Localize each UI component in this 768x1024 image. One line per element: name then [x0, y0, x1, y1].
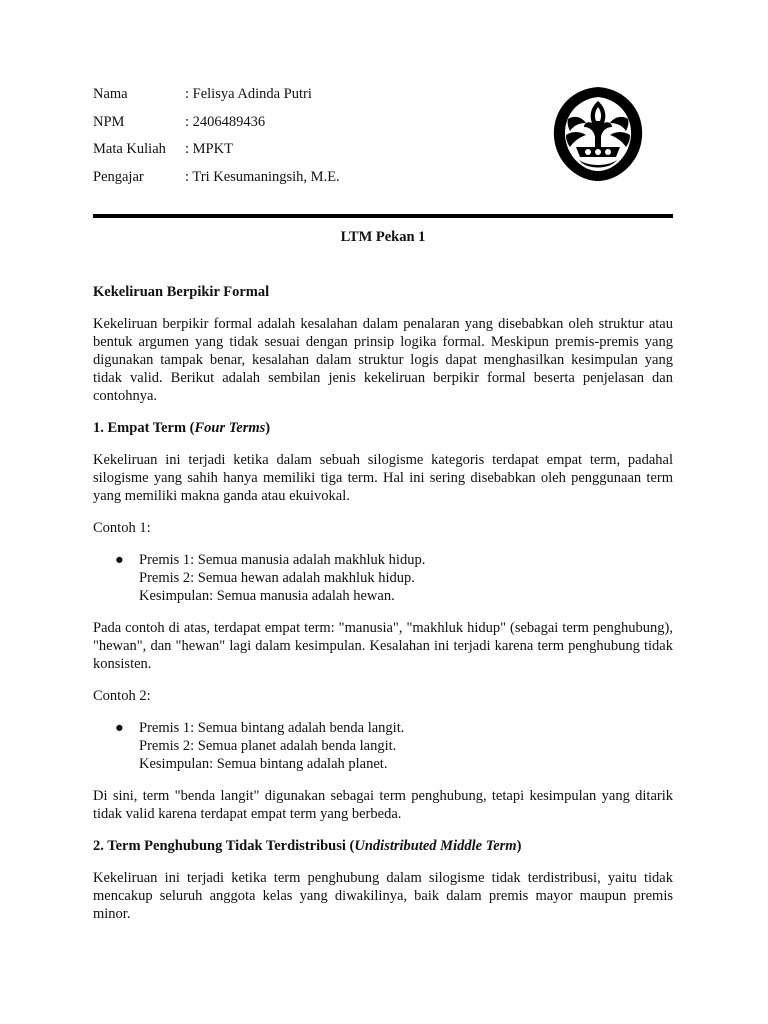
- premise-line: Premis 2: Semua planet adalah benda langit.: [139, 738, 397, 754]
- bullet-icon: ●: [115, 552, 124, 568]
- info-value: : Tri Kesumaningsih, M.E.: [185, 168, 340, 185]
- heading-text: 1. Empat Term (: [93, 420, 195, 436]
- part2-paragraph: Kekeliruan ini terjadi ketika term penghubung dalam silogisme tidak terdistribusi, yaitu tidak mencakup seluruh anggota kelas yang diwakilinya, baik dalam premis mayor maupun premis minor.: [93, 870, 673, 922]
- premise-line: Premis 1: Semua bintang adalah benda langit.: [139, 720, 405, 736]
- premise-line: Premis 2: Semua hewan adalah makhluk hidup.: [139, 570, 415, 586]
- example1-bullet: [93, 551, 673, 605]
- part1-paragraph: Kekeliruan ini terjadi ketika dalam sebuah silogisme kategoris terdapat empat term, padahal silogisme yang sahih hanya memiliki tiga term. Hal ini sering disebabkan oleh penggunaan term yang memiliki makna ganda atau ekuivokal.: [93, 452, 673, 504]
- intro-paragraph: Kekeliruan berpikir formal adalah kesalahan dalam penalaran yang disebabkan oleh struktur atau bentuk argumen yang tidak sesuai dengan prinsip logika formal. Meskipun premis-premis yang digunakan tampak benar, kesalahan dalam struktur logis dapat menghasilkan kesimpulan yang tidak valid. Berikut adalah sembilan jenis kekeliruan berpikir formal beserta penjelasan dan contohnya.: [93, 316, 673, 404]
- info-label: Mata Kuliah: [93, 141, 166, 157]
- heading-text: 2. Term Penghubung Tidak Terdistribusi (: [93, 838, 355, 854]
- info-value: : MPKT: [185, 141, 233, 157]
- example2-note: Di sini, term "benda langit" digunakan sebagai term penghubung, tetapi kesimpulan yang ditarik tidak valid karena terdapat empat term yang berbeda.: [93, 788, 673, 822]
- info-label: Pengajar: [93, 168, 144, 185]
- example2-bullet: [93, 719, 673, 773]
- part1-heading: [93, 419, 673, 437]
- heading-text: ): [265, 420, 271, 436]
- example1-label: Contoh 1:: [93, 520, 151, 536]
- info-row-npm: [93, 114, 340, 142]
- section-heading: Kekeliruan Berpikir Formal: [93, 284, 270, 300]
- info-label: Nama: [93, 86, 128, 102]
- university-makara-logo: [548, 85, 648, 185]
- document-title: LTM Pekan 1: [340, 229, 426, 245]
- heading-text: ): [516, 838, 522, 854]
- premise-line: Premis 1: Semua manusia adalah makhluk hidup.: [139, 552, 426, 568]
- info-value: : Felisya Adinda Putri: [185, 86, 312, 102]
- part2-heading: [93, 837, 673, 855]
- student-info: [93, 86, 340, 196]
- heading-italic: Undistributed Middle Term: [354, 838, 517, 854]
- info-value: : 2406489436: [185, 113, 266, 130]
- bullet-icon: ●: [115, 720, 124, 736]
- example2-label: Contoh 2:: [93, 688, 151, 704]
- example1-note: Pada contoh di atas, terdapat empat term: "manusia", "makhluk hidup" (sebagai term penghubung), "hewan", dan "hewan" lagi dalam kesimpulan. Kesalahan ini terjadi karena term penghubung tidak konsisten.: [93, 620, 673, 672]
- document-body: [93, 283, 673, 923]
- info-row-nama: [93, 86, 340, 114]
- conclusion-line: Kesimpulan: Semua bintang adalah planet.: [139, 756, 388, 772]
- heading-italic: Four Terms: [194, 420, 266, 436]
- info-label: NPM: [93, 113, 125, 130]
- conclusion-line: Kesimpulan: Semua manusia adalah hewan.: [139, 588, 395, 604]
- header-divider: [93, 214, 673, 218]
- info-row-mata-kuliah: [93, 141, 340, 169]
- info-row-pengajar: [93, 169, 340, 197]
